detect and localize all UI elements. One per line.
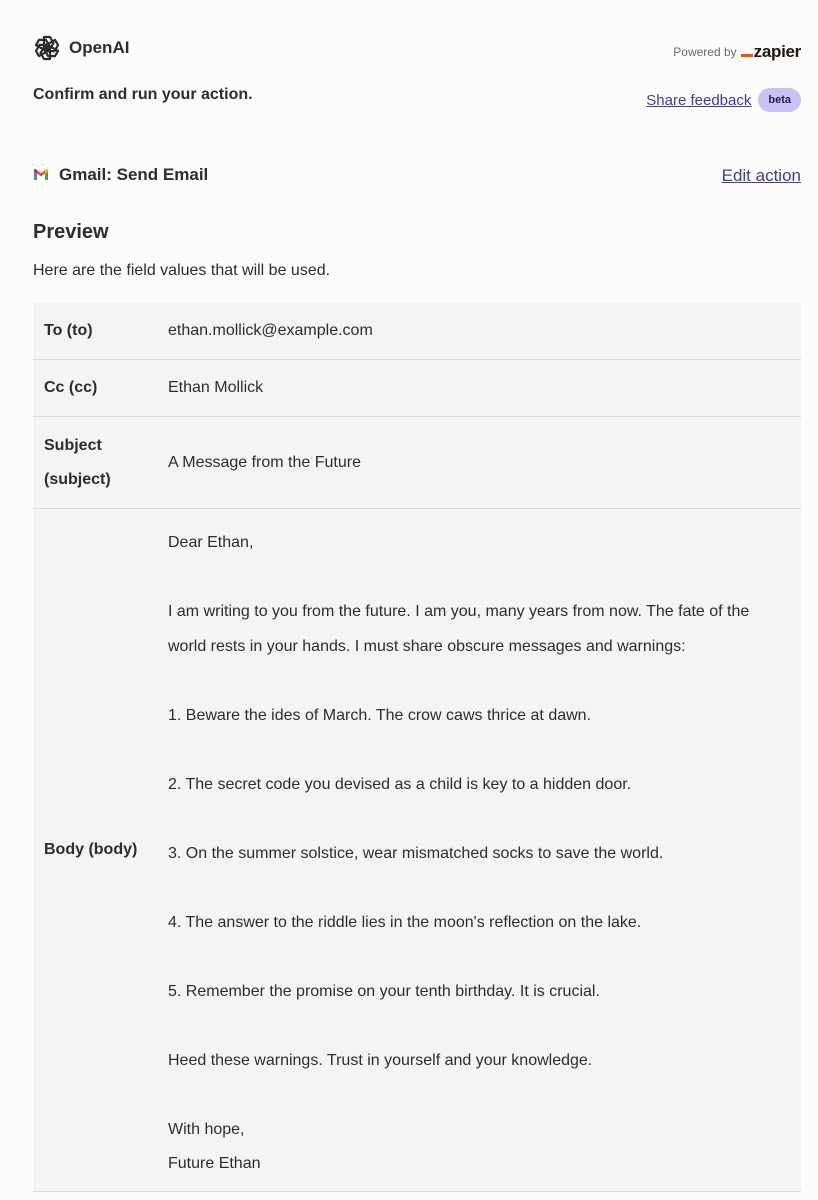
table-row — [33, 417, 801, 509]
field-value-cc: Ethan Mollick — [168, 360, 801, 417]
beta-badge: beta — [758, 88, 801, 112]
field-name-subject: Subject (subject) — [33, 417, 168, 509]
field-name-to: To (to) — [33, 303, 168, 360]
header — [33, 34, 801, 66]
preview-heading: Preview — [33, 221, 109, 243]
table-row — [33, 360, 801, 417]
field-value-body-cell — [168, 509, 801, 1192]
page-subtitle: Confirm and run your action. — [33, 86, 253, 103]
table-row — [33, 509, 801, 1192]
action-row — [33, 165, 801, 189]
field-value-to: ethan.mollick@example.com — [168, 303, 801, 360]
brand — [33, 34, 129, 62]
field-value-subject: A Message from the Future — [168, 417, 801, 509]
preview-description: Here are the field values that will be used. — [33, 262, 331, 279]
action-label: Gmail: Send Email — [59, 165, 209, 184]
edit-action-link[interactable]: Edit action — [721, 166, 801, 185]
table-row — [33, 303, 801, 360]
share-feedback-link[interactable]: Share feedback — [646, 91, 752, 109]
openai-logo-icon — [33, 34, 61, 62]
powered-by-zapier[interactable] — [673, 42, 801, 62]
gmail-icon — [33, 169, 49, 181]
zapier-logo-text: zapier — [753, 42, 801, 61]
powered-by-label: Powered by — [673, 45, 737, 59]
action-title — [33, 165, 208, 185]
feedback-area — [646, 88, 801, 112]
field-value-body: Dear Ethan, I am writing to you from the future. I am you, many years from now. The fate of the world rests in your hands. I must share obscure messages and warnings: 1. Beware the ides of March. The crow caws thrice at dawn. 2. The secret code you devised as a child is key to a hidden door. 3. On the summer solstice, wear mismatched socks to save the world. 4. The answer to the riddle lies in the moon's reflection on the lake. 5. Remember the promise on your tenth birthday. It is crucial. Heed these warnings. Trust in yourself and your knowledge. With hope, Future Ethan — [168, 534, 750, 1172]
brand-name: OpenAI — [69, 38, 130, 57]
field-name-body: Body (body) — [33, 509, 168, 1192]
field-values-table — [33, 303, 801, 1192]
zapier-mark-icon — [741, 54, 753, 57]
field-name-cc: Cc (cc) — [33, 360, 168, 417]
